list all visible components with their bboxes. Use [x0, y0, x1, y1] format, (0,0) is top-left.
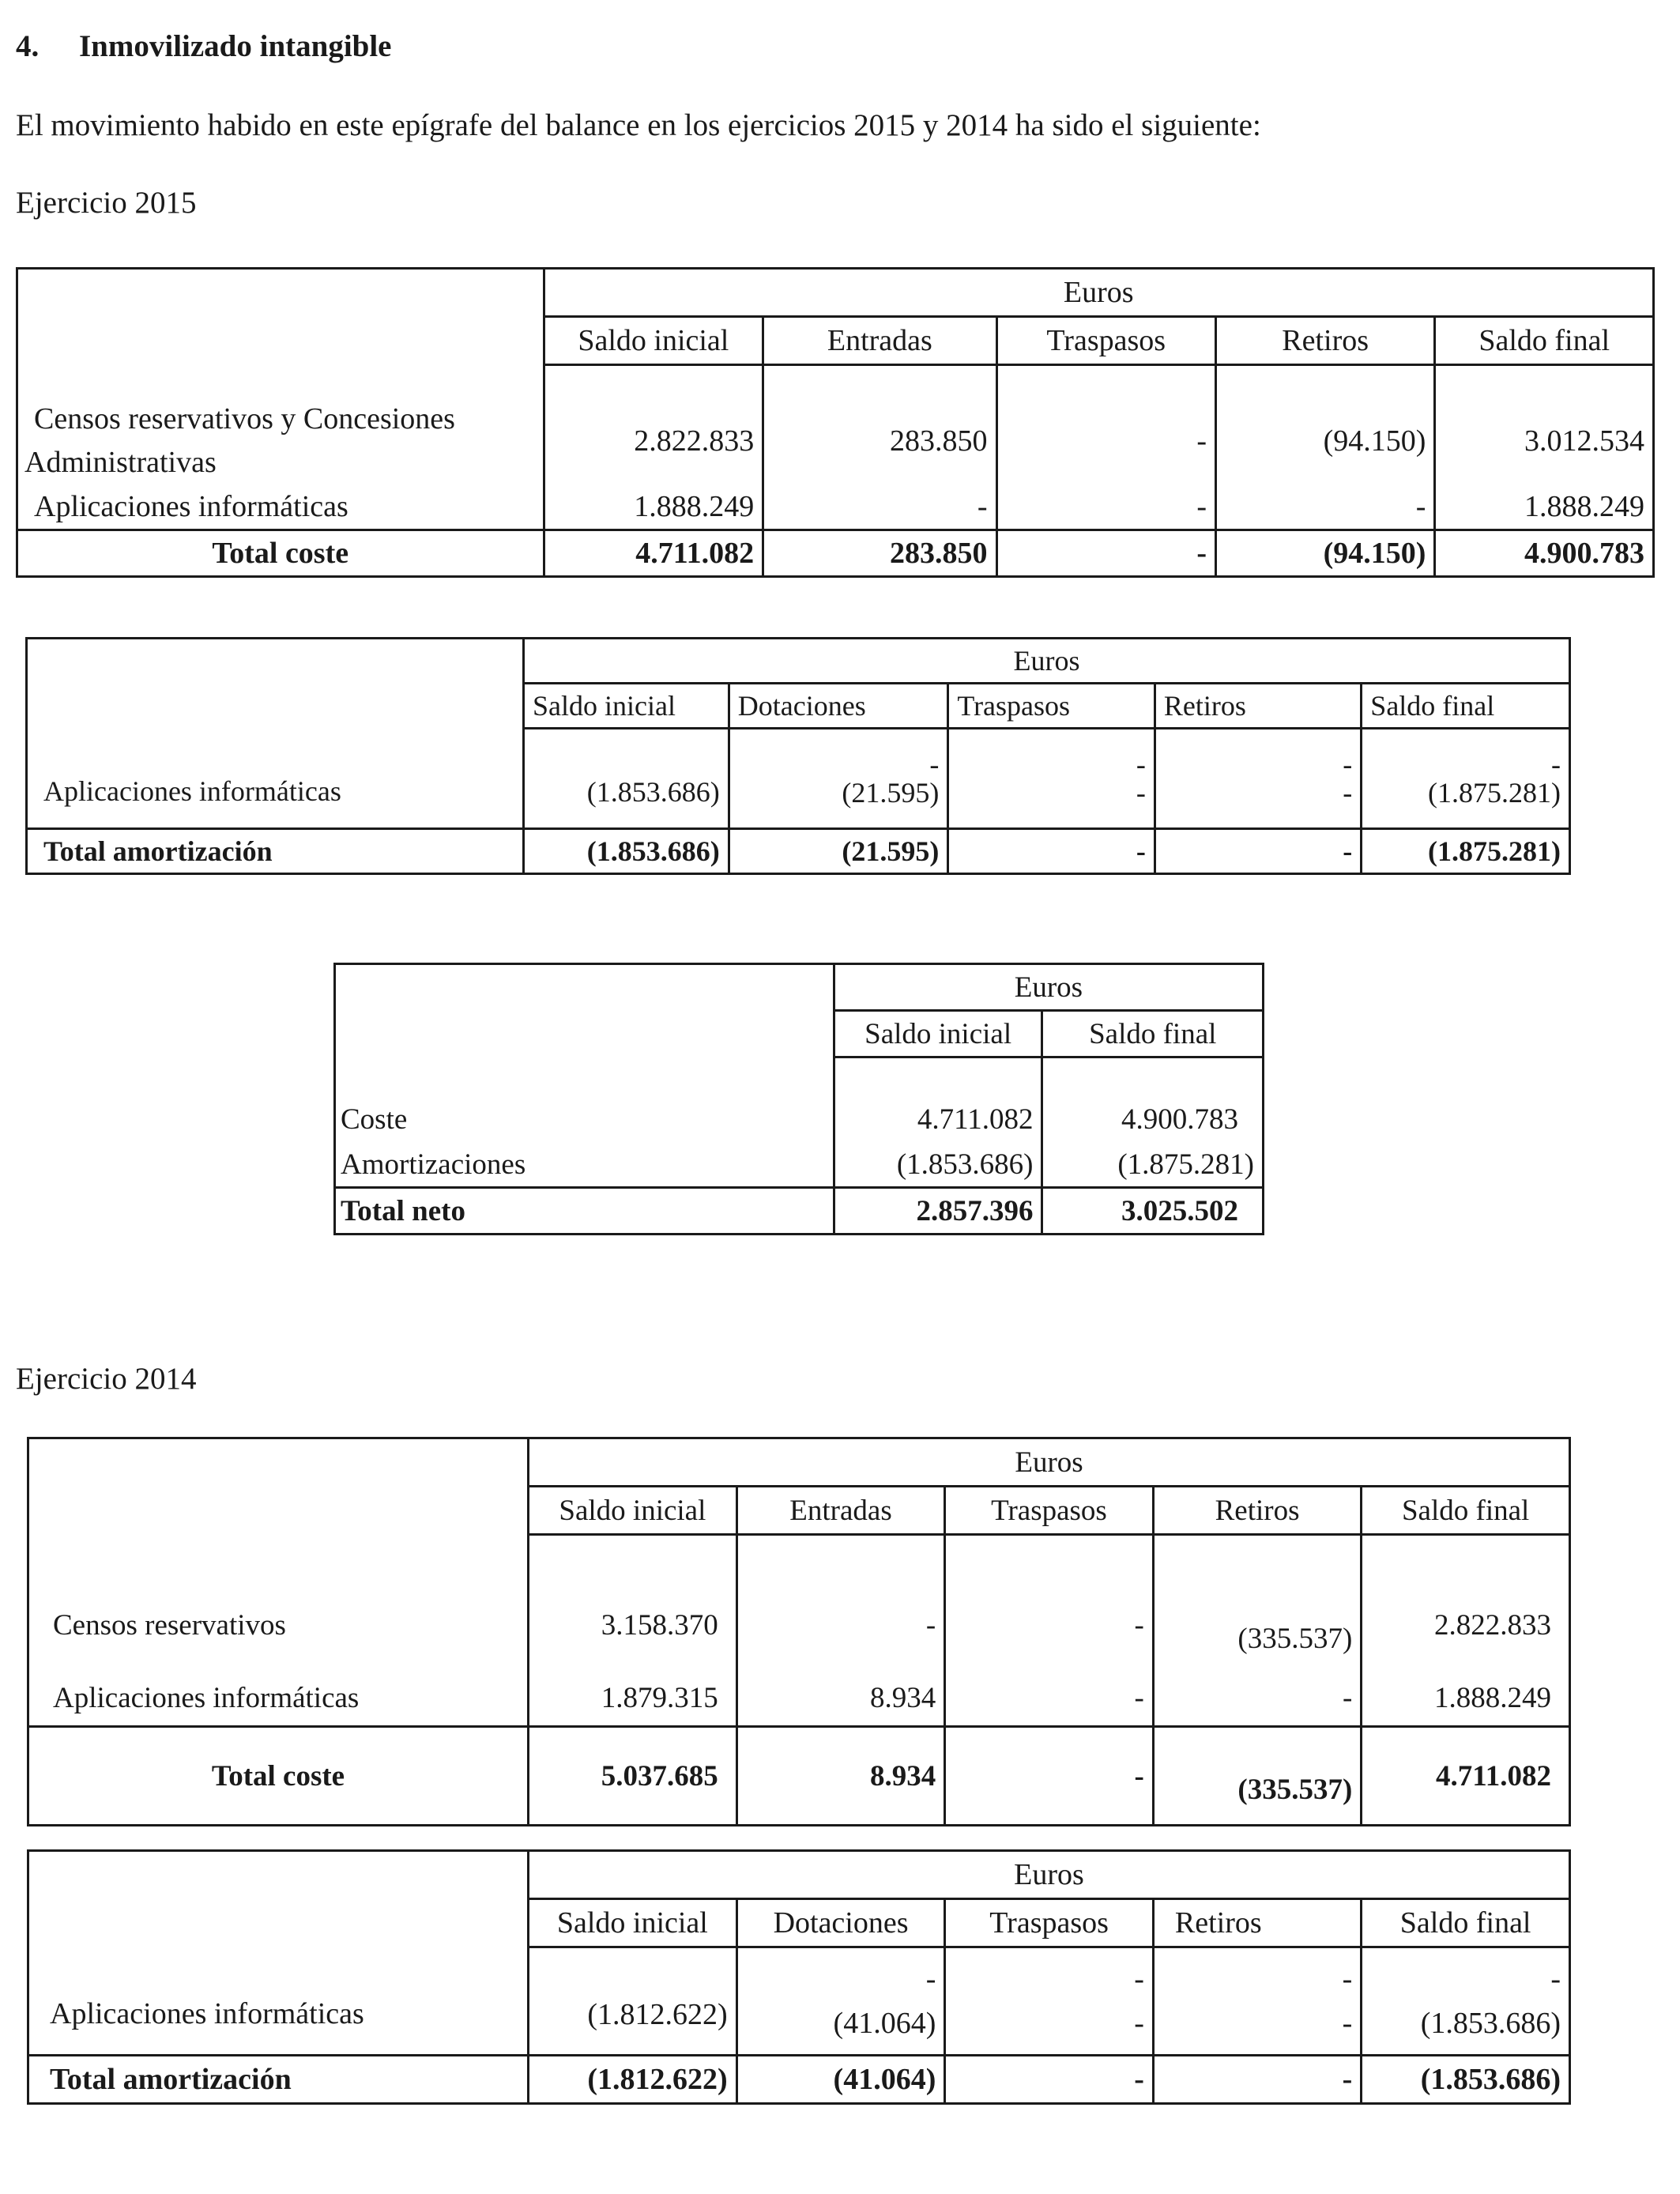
- col-header: Entradas: [736, 1487, 944, 1535]
- total-value: 8.934: [736, 1727, 944, 1826]
- cell-value: 8.934: [736, 1670, 944, 1727]
- col-header: Retiros: [1153, 1899, 1361, 1947]
- header-euros: Euros: [834, 964, 1263, 1011]
- col-header: Saldo final: [1042, 1011, 1264, 1057]
- cell-value: [1362, 1947, 1570, 2056]
- cell-value: [1155, 729, 1361, 829]
- col-header: Saldo inicial: [834, 1011, 1042, 1057]
- cell-value-text: -: [1134, 2007, 1144, 2040]
- section-title: Inmovilizado intangible: [79, 29, 392, 63]
- total-value: -: [945, 1727, 1154, 1826]
- total-value: -: [1155, 829, 1361, 874]
- col-header: Saldo final: [1362, 1899, 1570, 1947]
- col-header: Retiros: [1215, 317, 1434, 365]
- cell-value: -: [945, 1670, 1154, 1727]
- row-label-line: Administrativas: [24, 446, 217, 480]
- header-blank: [27, 639, 524, 729]
- cell-value: 4.900.783: [1042, 1096, 1264, 1142]
- header-blank: [28, 1438, 529, 1535]
- col-header: Saldo final: [1362, 1487, 1570, 1535]
- cell-value: [736, 1947, 945, 2056]
- total-label: Total coste: [17, 530, 544, 577]
- col-header: Retiros: [1153, 1487, 1362, 1535]
- cell-value: -: [763, 484, 996, 530]
- total-value: (94.150): [1215, 530, 1434, 577]
- total-value: -: [945, 2056, 1154, 2104]
- cell-value-text: -: [1136, 777, 1146, 809]
- col-header: Retiros: [1155, 684, 1361, 729]
- cell-value: (1.875.281): [1042, 1142, 1264, 1188]
- total-value: 3.025.502: [1042, 1188, 1264, 1235]
- col-header: Traspasos: [948, 684, 1155, 729]
- total-value: -: [996, 530, 1215, 577]
- cell-value: 2.822.833: [544, 398, 763, 484]
- header-blank: [335, 964, 834, 1057]
- cell-value: 1.888.249: [1435, 484, 1654, 530]
- intro-paragraph: El movimiento habido en este epígrafe del balance en los ejercicios 2015 y 2014 ha sido el siguiente:: [16, 108, 1261, 142]
- col-header: Entradas: [763, 317, 996, 365]
- cell-value-text: -: [1343, 777, 1353, 809]
- col-header: Traspasos: [996, 317, 1215, 365]
- total-value: (1.812.622): [528, 2056, 736, 2104]
- header-euros: Euros: [528, 1851, 1569, 1899]
- row-label-line: Censos reservativos y Concesiones: [34, 402, 455, 435]
- dash-mark: -: [1551, 748, 1561, 780]
- total-value: (335.537): [1153, 1727, 1362, 1826]
- section-heading: [16, 28, 391, 64]
- col-header: Traspasos: [945, 1487, 1154, 1535]
- cell-value: (1.812.622): [528, 1947, 736, 2056]
- cell-value: (1.853.686): [834, 1142, 1042, 1188]
- cell-value: 283.850: [763, 398, 996, 484]
- row-label: [17, 398, 544, 484]
- cell-value: 1.888.249: [1362, 1670, 1570, 1727]
- cell-value: [948, 729, 1155, 829]
- col-header: Traspasos: [945, 1899, 1154, 1947]
- cell-value-text: (1.853.686): [1420, 2007, 1561, 2040]
- ejercicio-2014-label: Ejercicio 2014: [16, 1362, 197, 1396]
- total-value: 4.711.082: [544, 530, 763, 577]
- dash-mark: -: [1343, 748, 1353, 780]
- table-row: [335, 1142, 1264, 1188]
- total-value: -: [948, 829, 1155, 874]
- row-label: Aplicaciones informáticas: [27, 729, 524, 829]
- cell-value-text: (1.875.281): [1428, 777, 1561, 809]
- cell-value: -: [996, 398, 1215, 484]
- cell-value-text: (21.595): [842, 777, 940, 809]
- total-value: (1.853.686): [524, 829, 729, 874]
- total-value: 2.857.396: [834, 1188, 1042, 1235]
- col-header: Saldo final: [1362, 684, 1570, 729]
- total-value: (1.853.686): [1362, 2056, 1570, 2104]
- cell-value: -: [996, 484, 1215, 530]
- ejercicio-2015-label: Ejercicio 2015: [16, 186, 197, 220]
- cell-value: 1.879.315: [529, 1670, 737, 1727]
- total-value: 5.037.685: [529, 1727, 737, 1826]
- total-row: [28, 2056, 1570, 2104]
- dash-mark: -: [1550, 1962, 1561, 1996]
- row-label: Censos reservativos: [28, 1580, 529, 1670]
- table-neto-2015: [333, 963, 1264, 1235]
- header-blank: [28, 1851, 529, 1947]
- cell-value: 4.711.082: [834, 1096, 1042, 1142]
- cell-value: -: [1153, 1670, 1362, 1727]
- cell-value: -: [945, 1580, 1154, 1670]
- total-value: 4.711.082: [1362, 1727, 1570, 1826]
- cell-value: 2.822.833: [1362, 1580, 1570, 1670]
- col-header: Saldo inicial: [544, 317, 763, 365]
- table-row: [17, 484, 1654, 530]
- col-header: Dotaciones: [736, 1899, 945, 1947]
- dash-mark: -: [1136, 748, 1146, 780]
- cell-value: (335.537): [1153, 1580, 1362, 1670]
- header-blank: [17, 269, 544, 365]
- table-row: [335, 1096, 1264, 1142]
- cell-value: -: [736, 1580, 944, 1670]
- total-row: [27, 829, 1570, 874]
- total-row: [28, 1727, 1570, 1826]
- total-row: [335, 1188, 1264, 1235]
- row-label: Aplicaciones informáticas: [28, 1947, 529, 2056]
- table-coste-2015: [16, 267, 1655, 578]
- total-value: 283.850: [763, 530, 996, 577]
- cell-value: (1.853.686): [524, 729, 729, 829]
- dash-mark: -: [1342, 1962, 1353, 1996]
- cell-value: -: [1215, 484, 1434, 530]
- total-value: (21.595): [729, 829, 948, 874]
- total-value: (1.875.281): [1362, 829, 1570, 874]
- cell-value: [1153, 1947, 1361, 2056]
- section-number: 4.: [16, 29, 40, 63]
- row-label: Aplicaciones informáticas: [17, 484, 544, 530]
- cell-value: [729, 729, 948, 829]
- dash-mark: -: [929, 748, 940, 780]
- col-header: Saldo inicial: [529, 1487, 737, 1535]
- col-header: Saldo inicial: [528, 1899, 736, 1947]
- table-amortizacion-2014: [27, 1849, 1571, 2105]
- cell-value: (94.150): [1215, 398, 1434, 484]
- total-value: 4.900.783: [1435, 530, 1654, 577]
- cell-value-text: (41.064): [833, 2007, 936, 2040]
- row-label: Aplicaciones informáticas: [28, 1670, 529, 1727]
- dash-mark: -: [1134, 1962, 1144, 1996]
- col-header: Saldo inicial: [524, 684, 729, 729]
- total-label: Total amortización: [28, 2056, 529, 2104]
- table-row: [28, 1947, 1570, 2056]
- col-header: Saldo final: [1435, 317, 1654, 365]
- table-coste-2014: [27, 1437, 1571, 1826]
- header-euros: Euros: [524, 639, 1570, 684]
- table-row: [28, 1580, 1570, 1670]
- cell-value: 3.012.534: [1435, 398, 1654, 484]
- total-label: Total neto: [335, 1188, 834, 1235]
- row-label: Amortizaciones: [335, 1142, 834, 1188]
- cell-value: 1.888.249: [544, 484, 763, 530]
- cell-value-text: -: [1342, 2007, 1353, 2040]
- cell-value: [945, 1947, 1154, 2056]
- row-label: Coste: [335, 1096, 834, 1142]
- header-euros: Euros: [544, 269, 1654, 317]
- table-amortizacion-2015: [25, 637, 1571, 875]
- cell-value: [1362, 729, 1570, 829]
- table-row: [28, 1670, 1570, 1727]
- total-label: Total coste: [28, 1727, 529, 1826]
- dash-mark: -: [925, 1962, 936, 1996]
- total-label: Total amortización: [27, 829, 524, 874]
- total-value: (41.064): [736, 2056, 945, 2104]
- total-row: [17, 530, 1654, 577]
- col-header: Dotaciones: [729, 684, 948, 729]
- total-value: -: [1153, 2056, 1361, 2104]
- table-row: [17, 398, 1654, 484]
- table-row: [27, 729, 1570, 829]
- header-euros: Euros: [529, 1438, 1570, 1487]
- cell-value: 3.158.370: [529, 1580, 737, 1670]
